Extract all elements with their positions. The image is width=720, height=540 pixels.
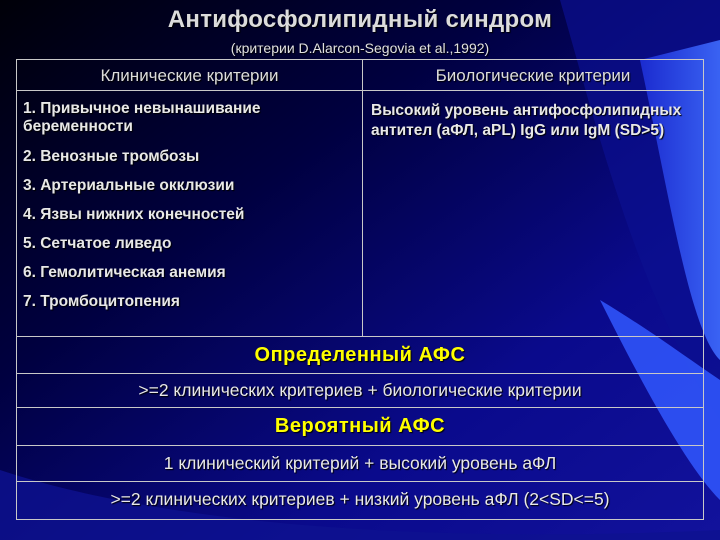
definite-aps-heading: Определенный АФС bbox=[254, 344, 466, 366]
header-divider bbox=[17, 90, 703, 91]
list-item: 2. Венозные тромбозы bbox=[23, 148, 200, 165]
criteria-table bbox=[16, 59, 704, 520]
probable-aps-criteria-2: >=2 клинических критериев + низкий уровень аФЛ (2<SD<=5) bbox=[110, 489, 610, 509]
row-divider bbox=[17, 336, 703, 337]
definite-aps-criteria: >=2 клинических критериев + биологические критерии bbox=[138, 380, 582, 400]
list-item: 4. Язвы нижних конечностей bbox=[23, 206, 245, 223]
row-divider bbox=[17, 445, 703, 446]
list-item: 6. Гемолитическая анемия bbox=[23, 264, 226, 281]
list-item: 5. Сетчатое ливедо bbox=[23, 235, 172, 252]
list-item: 7. Тромбоцитопения bbox=[23, 293, 180, 310]
list-item: 1. Привычное невынашивание беременности bbox=[23, 100, 261, 135]
column-divider bbox=[362, 60, 363, 336]
row-divider bbox=[17, 373, 703, 374]
biological-criteria-text: Высокий уровень антифосфолипидных антител (аФЛ, аPL) IgG или IgM (SD>5) bbox=[371, 102, 682, 139]
clinical-criteria-list bbox=[23, 100, 353, 316]
slide-title: Антифосфолипидный синдром bbox=[167, 6, 553, 33]
probable-aps-criteria-1: 1 клинический критерий + высокий уровень аФЛ bbox=[163, 453, 557, 473]
slide-subtitle: (критерии D.Alarcon-Segovia et al.,1992) bbox=[230, 40, 490, 56]
clinical-criteria-header: Клинические критерии bbox=[100, 66, 279, 85]
row-divider bbox=[17, 407, 703, 408]
probable-aps-heading: Вероятный АФС bbox=[274, 415, 446, 437]
row-divider bbox=[17, 481, 703, 482]
list-item: 3. Артериальные окклюзии bbox=[23, 177, 235, 194]
biological-criteria-header: Биологические критерии bbox=[435, 66, 631, 85]
